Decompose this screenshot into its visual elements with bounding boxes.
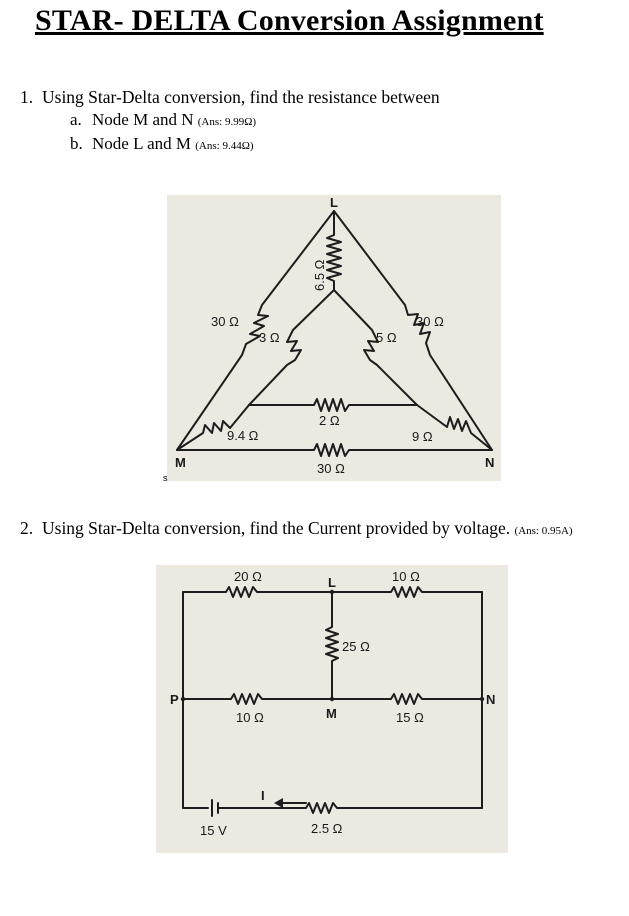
label-2-ohm: 2 Ω	[319, 413, 340, 428]
node-N-label: N	[486, 692, 496, 707]
node-P-label: P	[170, 692, 179, 707]
label-9-ohm: 9 Ω	[412, 429, 433, 444]
question-2	[20, 518, 573, 539]
resistor-25-ohm	[326, 592, 338, 699]
label-3-ohm: 3 Ω	[259, 330, 280, 345]
question-1b-text: Node L and M	[92, 134, 191, 153]
current-label: I	[261, 788, 265, 803]
label-20-ohm: 20 Ω	[234, 569, 262, 584]
resistor-2-5-ohm	[218, 803, 482, 813]
node-M-label: M	[175, 455, 186, 470]
resistor-2-ohm	[249, 399, 417, 411]
label-30-ohm-left: 30 Ω	[211, 314, 239, 329]
stray-mark: s	[163, 473, 168, 483]
question-1b	[70, 134, 254, 154]
label-9-4-ohm: 9.4 Ω	[227, 428, 259, 443]
current-arrow-head	[274, 798, 283, 808]
junction-M	[330, 697, 334, 701]
question-1a	[70, 110, 256, 130]
question-1a-text: Node M and N	[92, 110, 194, 129]
question-1	[20, 87, 440, 108]
question-2-number: 2.	[20, 518, 34, 538]
junction-N	[480, 697, 484, 701]
label-2-5-ohm: 2.5 Ω	[311, 821, 343, 836]
node-L-label: L	[330, 195, 338, 210]
question-2-answer: (Ans: 0.95A)	[514, 525, 573, 537]
figure-2-svg	[156, 565, 508, 853]
label-5-ohm: 5 Ω	[376, 330, 397, 345]
resistor-5-ohm	[334, 290, 417, 405]
label-25-ohm: 25 Ω	[342, 639, 370, 654]
node-L-label: L	[328, 575, 336, 590]
resistor-6-5-ohm	[327, 211, 341, 290]
figure-2-circuit	[156, 565, 508, 853]
question-2-text: Using Star-Delta conversion, find the Current provided by voltage.	[42, 518, 511, 538]
label-10-ohm-top: 10 Ω	[392, 569, 420, 584]
node-M-label: M	[326, 706, 337, 721]
label-30-ohm-bottom: 30 Ω	[317, 461, 345, 476]
junction-P	[181, 697, 185, 701]
junction-L	[330, 590, 334, 594]
resistor-30-ohm-left	[177, 211, 334, 450]
node-N-label: N	[485, 455, 495, 470]
label-15-ohm: 15 Ω	[396, 710, 424, 725]
question-1b-answer: (Ans: 9.44Ω)	[195, 140, 254, 152]
resistor-30-ohm-bottom	[177, 444, 492, 456]
question-1-number: 1.	[20, 87, 34, 107]
question-1a-answer: (Ans: 9.99Ω)	[197, 116, 257, 128]
label-30-ohm-right: 30 Ω	[416, 314, 444, 329]
question-1a-letter: a.	[70, 110, 82, 129]
resistor-30-ohm-right	[334, 211, 492, 450]
figure-1-svg	[167, 195, 501, 481]
page-title: STAR- DELTA Conversion Assignment	[35, 4, 544, 37]
label-6-5-ohm: 6.5 Ω	[312, 259, 327, 291]
question-1b-letter: b.	[70, 134, 83, 153]
figure-1-circuit	[167, 195, 501, 481]
question-1-text: Using Star-Delta conversion, find the resistance between	[42, 87, 440, 107]
label-15-volt: 15 V	[200, 823, 227, 838]
label-10-ohm-mid: 10 Ω	[236, 710, 264, 725]
